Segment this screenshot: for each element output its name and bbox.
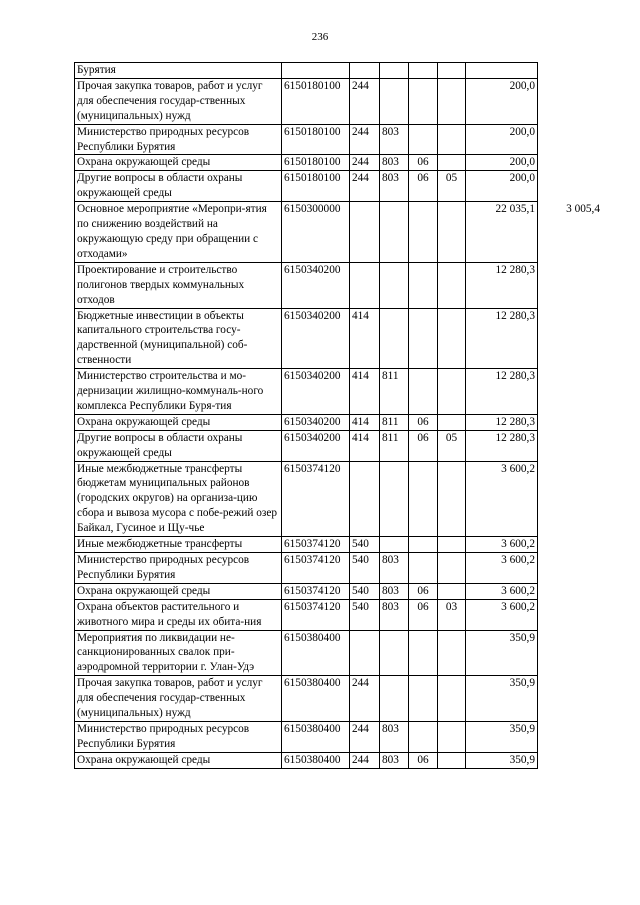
row-name-cell: Прочая закупка товаров, работ и услуг для обеспечения государ-ственных (муниципальных) нужд bbox=[75, 78, 282, 124]
amount-second-cell bbox=[538, 63, 603, 79]
section-cell bbox=[409, 553, 438, 584]
target-article-cell: 6150374120 bbox=[282, 461, 350, 537]
amount-cell: 3 600,2 bbox=[466, 537, 538, 553]
budget-table bbox=[74, 62, 602, 769]
table-row bbox=[75, 721, 603, 752]
table-row bbox=[75, 414, 603, 430]
amount-second-cell bbox=[538, 676, 603, 722]
row-name-cell: Иные межбюджетные трансферты бюджетам муниципальных районов (городских округов) на организа-цию сбора и вывоза мусора с побе-режий озер Байкал, Гусиное и Щу-чье bbox=[75, 461, 282, 537]
row-name-cell: Иные межбюджетные трансферты bbox=[75, 537, 282, 553]
row-name-cell: Основное мероприятие «Меропри-ятия по снижению воздействий на окружающую среду при обращении с отходами» bbox=[75, 202, 282, 263]
amount-cell: 350,9 bbox=[466, 752, 538, 768]
expense-type-cell bbox=[350, 630, 380, 676]
expense-type-cell: 414 bbox=[350, 430, 380, 461]
table-row bbox=[75, 752, 603, 768]
expense-type-cell: 244 bbox=[350, 171, 380, 202]
target-article-cell: 6150374120 bbox=[282, 599, 350, 630]
subsection-cell bbox=[438, 124, 466, 155]
row-name-cell: Министерство природных ресурсов Республики Бурятия bbox=[75, 721, 282, 752]
expense-type-cell: 244 bbox=[350, 78, 380, 124]
table-row bbox=[75, 124, 603, 155]
row-name-cell: Другие вопросы в области охраны окружающей среды bbox=[75, 171, 282, 202]
table-row bbox=[75, 171, 603, 202]
section-cell: 06 bbox=[409, 430, 438, 461]
ministry-code-cell bbox=[380, 63, 409, 79]
target-article-cell: 6150380400 bbox=[282, 752, 350, 768]
table-row bbox=[75, 155, 603, 171]
section-cell bbox=[409, 461, 438, 537]
row-name-cell: Охрана окружающей среды bbox=[75, 155, 282, 171]
page-number: 236 bbox=[311, 31, 329, 43]
subsection-cell bbox=[438, 553, 466, 584]
amount-second-cell bbox=[538, 430, 603, 461]
target-article-cell: 6150180100 bbox=[282, 124, 350, 155]
row-name-cell: Прочая закупка товаров, работ и услуг для обеспечения государ-ственных (муниципальных) нужд bbox=[75, 676, 282, 722]
amount-second-cell bbox=[538, 308, 603, 369]
ministry-code-cell: 803 bbox=[380, 599, 409, 630]
subsection-cell bbox=[438, 63, 466, 79]
table-row bbox=[75, 553, 603, 584]
subsection-cell: 05 bbox=[438, 430, 466, 461]
amount-second-cell bbox=[538, 414, 603, 430]
expense-type-cell bbox=[350, 202, 380, 263]
target-article-cell: 6150340200 bbox=[282, 262, 350, 308]
ministry-code-cell: 811 bbox=[380, 369, 409, 415]
subsection-cell bbox=[438, 461, 466, 537]
section-cell: 06 bbox=[409, 583, 438, 599]
row-name-cell: Министерство природных ресурсов Республики Бурятия bbox=[75, 553, 282, 584]
subsection-cell bbox=[438, 78, 466, 124]
amount-cell: 200,0 bbox=[466, 155, 538, 171]
amount-cell: 200,0 bbox=[466, 124, 538, 155]
section-cell bbox=[409, 78, 438, 124]
ministry-code-cell: 803 bbox=[380, 171, 409, 202]
ministry-code-cell bbox=[380, 630, 409, 676]
expense-type-cell: 540 bbox=[350, 599, 380, 630]
ministry-code-cell bbox=[380, 308, 409, 369]
amount-cell: 12 280,3 bbox=[466, 430, 538, 461]
table-row bbox=[75, 63, 603, 79]
amount-cell: 3 600,2 bbox=[466, 461, 538, 537]
expense-type-cell: 414 bbox=[350, 414, 380, 430]
target-article-cell: 6150340200 bbox=[282, 414, 350, 430]
table-row bbox=[75, 537, 603, 553]
ministry-code-cell bbox=[380, 461, 409, 537]
amount-second-cell bbox=[538, 752, 603, 768]
amount-second-cell bbox=[538, 553, 603, 584]
row-name-cell: Охрана окружающей среды bbox=[75, 414, 282, 430]
target-article-cell: 6150180100 bbox=[282, 78, 350, 124]
ministry-code-cell bbox=[380, 202, 409, 263]
row-name-cell: Бюджетные инвестиции в объекты капитального строительства госу-дарственной (муниципальной) соб-ственности bbox=[75, 308, 282, 369]
table-row bbox=[75, 78, 603, 124]
row-name-cell: Бурятия bbox=[75, 63, 282, 79]
target-article-cell: 6150380400 bbox=[282, 676, 350, 722]
expense-type-cell: 414 bbox=[350, 308, 380, 369]
ministry-code-cell: 803 bbox=[380, 155, 409, 171]
subsection-cell bbox=[438, 308, 466, 369]
amount-cell: 12 280,3 bbox=[466, 262, 538, 308]
target-article-cell: 6150380400 bbox=[282, 630, 350, 676]
amount-second-cell bbox=[538, 599, 603, 630]
amount-cell: 200,0 bbox=[466, 78, 538, 124]
target-article-cell: 6150300000 bbox=[282, 202, 350, 263]
expense-type-cell: 540 bbox=[350, 537, 380, 553]
section-cell bbox=[409, 202, 438, 263]
section-cell bbox=[409, 721, 438, 752]
amount-cell: 350,9 bbox=[466, 676, 538, 722]
ministry-code-cell: 811 bbox=[380, 430, 409, 461]
budget-table-body bbox=[75, 63, 603, 769]
target-article-cell bbox=[282, 63, 350, 79]
amount-cell: 3 600,2 bbox=[466, 599, 538, 630]
table-row bbox=[75, 369, 603, 415]
amount-second-cell bbox=[538, 78, 603, 124]
expense-type-cell bbox=[350, 461, 380, 537]
amount-second-cell bbox=[538, 461, 603, 537]
expense-type-cell: 244 bbox=[350, 721, 380, 752]
target-article-cell: 6150340200 bbox=[282, 430, 350, 461]
section-cell bbox=[409, 262, 438, 308]
amount-cell: 3 600,2 bbox=[466, 553, 538, 584]
row-name-cell: Мероприятия по ликвидации не-санкционированных свалок при-аэродромной территории г. Улан-Удэ bbox=[75, 630, 282, 676]
subsection-cell bbox=[438, 630, 466, 676]
amount-cell: 200,0 bbox=[466, 171, 538, 202]
amount-second-cell bbox=[538, 262, 603, 308]
target-article-cell: 6150374120 bbox=[282, 553, 350, 584]
amount-cell: 350,9 bbox=[466, 630, 538, 676]
subsection-cell bbox=[438, 262, 466, 308]
expense-type-cell: 244 bbox=[350, 124, 380, 155]
row-name-cell: Проектирование и строительство полигонов твердых коммунальных отходов bbox=[75, 262, 282, 308]
expense-type-cell: 414 bbox=[350, 369, 380, 415]
table-row bbox=[75, 308, 603, 369]
target-article-cell: 6150180100 bbox=[282, 171, 350, 202]
target-article-cell: 6150180100 bbox=[282, 155, 350, 171]
section-cell: 06 bbox=[409, 171, 438, 202]
amount-second-cell: 3 005,4 bbox=[538, 202, 603, 263]
amount-second-cell bbox=[538, 537, 603, 553]
expense-type-cell: 540 bbox=[350, 553, 380, 584]
amount-cell: 12 280,3 bbox=[466, 369, 538, 415]
amount-cell bbox=[466, 63, 538, 79]
row-name-cell: Министерство природных ресурсов Республики Бурятия bbox=[75, 124, 282, 155]
table-row bbox=[75, 430, 603, 461]
amount-second-cell bbox=[538, 124, 603, 155]
section-cell: 06 bbox=[409, 599, 438, 630]
table-row bbox=[75, 461, 603, 537]
row-name-cell: Охрана окружающей среды bbox=[75, 583, 282, 599]
amount-cell: 12 280,3 bbox=[466, 414, 538, 430]
subsection-cell bbox=[438, 414, 466, 430]
row-name-cell: Министерство строительства и мо-дернизации жилищно-коммуналь-ного комплекса Республики Буря-тия bbox=[75, 369, 282, 415]
table-row bbox=[75, 630, 603, 676]
expense-type-cell: 540 bbox=[350, 583, 380, 599]
ministry-code-cell: 803 bbox=[380, 553, 409, 584]
amount-cell: 12 280,3 bbox=[466, 308, 538, 369]
table-row bbox=[75, 676, 603, 722]
amount-second-cell bbox=[538, 369, 603, 415]
amount-second-cell bbox=[538, 630, 603, 676]
subsection-cell: 05 bbox=[438, 171, 466, 202]
target-article-cell: 6150380400 bbox=[282, 721, 350, 752]
target-article-cell: 6150374120 bbox=[282, 537, 350, 553]
ministry-code-cell bbox=[380, 262, 409, 308]
target-article-cell: 6150340200 bbox=[282, 308, 350, 369]
subsection-cell bbox=[438, 752, 466, 768]
row-name-cell: Охрана объектов растительного и животного мира и среды их обита-ния bbox=[75, 599, 282, 630]
section-cell bbox=[409, 537, 438, 553]
row-name-cell: Другие вопросы в области охраны окружающей среды bbox=[75, 430, 282, 461]
section-cell bbox=[409, 63, 438, 79]
ministry-code-cell bbox=[380, 676, 409, 722]
amount-second-cell bbox=[538, 171, 603, 202]
subsection-cell bbox=[438, 202, 466, 263]
table-row bbox=[75, 599, 603, 630]
amount-second-cell bbox=[538, 155, 603, 171]
ministry-code-cell: 803 bbox=[380, 124, 409, 155]
section-cell bbox=[409, 308, 438, 369]
table-row bbox=[75, 202, 603, 263]
table-row bbox=[75, 262, 603, 308]
expense-type-cell bbox=[350, 262, 380, 308]
table-row bbox=[75, 583, 603, 599]
row-name-cell: Охрана окружающей среды bbox=[75, 752, 282, 768]
section-cell bbox=[409, 369, 438, 415]
expense-type-cell bbox=[350, 63, 380, 79]
section-cell: 06 bbox=[409, 752, 438, 768]
subsection-cell bbox=[438, 537, 466, 553]
subsection-cell bbox=[438, 721, 466, 752]
section-cell bbox=[409, 676, 438, 722]
amount-second-cell bbox=[538, 583, 603, 599]
section-cell: 06 bbox=[409, 414, 438, 430]
amount-cell: 3 600,2 bbox=[466, 583, 538, 599]
target-article-cell: 6150340200 bbox=[282, 369, 350, 415]
amount-cell: 350,9 bbox=[466, 721, 538, 752]
ministry-code-cell bbox=[380, 78, 409, 124]
subsection-cell bbox=[438, 155, 466, 171]
ministry-code-cell: 803 bbox=[380, 752, 409, 768]
expense-type-cell: 244 bbox=[350, 676, 380, 722]
ministry-code-cell bbox=[380, 537, 409, 553]
subsection-cell: 03 bbox=[438, 599, 466, 630]
amount-cell: 22 035,1 bbox=[466, 202, 538, 263]
section-cell bbox=[409, 124, 438, 155]
ministry-code-cell: 803 bbox=[380, 583, 409, 599]
ministry-code-cell: 803 bbox=[380, 721, 409, 752]
subsection-cell bbox=[438, 676, 466, 722]
expense-type-cell: 244 bbox=[350, 752, 380, 768]
subsection-cell bbox=[438, 583, 466, 599]
section-cell bbox=[409, 630, 438, 676]
ministry-code-cell: 811 bbox=[380, 414, 409, 430]
subsection-cell bbox=[438, 369, 466, 415]
target-article-cell: 6150374120 bbox=[282, 583, 350, 599]
section-cell: 06 bbox=[409, 155, 438, 171]
amount-second-cell bbox=[538, 721, 603, 752]
expense-type-cell: 244 bbox=[350, 155, 380, 171]
